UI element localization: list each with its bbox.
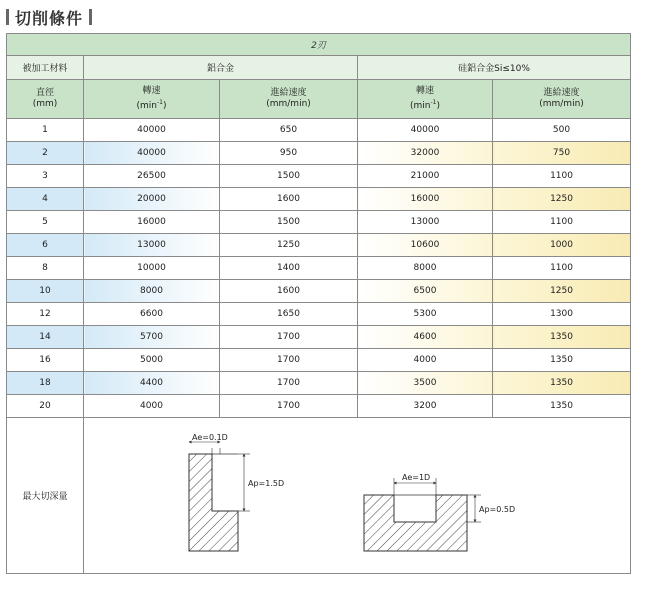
si-speed-cell: 10600 [358,234,493,257]
table-row [7,211,631,234]
si-feed-cell: 1100 [493,211,631,234]
al-feed-cell: 1700 [220,395,358,418]
table-row [7,142,631,165]
si-speed-cell: 6500 [358,280,493,303]
table-row [7,188,631,211]
diameter-cell: 12 [7,303,84,326]
al-speed-cell: 8000 [84,280,220,303]
si-speed-cell: 13000 [358,211,493,234]
al-speed-cell: 20000 [84,188,220,211]
si-feed-cell: 1350 [493,326,631,349]
page-title [6,6,92,28]
al-feed-cell: 1250 [220,234,358,257]
header-al-speed [84,80,220,119]
header-al-feed [220,80,358,119]
table-row [7,349,631,372]
al-speed-cell: 16000 [84,211,220,234]
header-feed-unit: (mm/min) [539,99,584,109]
si-speed-cell: 8000 [358,257,493,280]
al-speed-cell: 26500 [84,165,220,188]
al-speed-cell: 40000 [84,119,220,142]
al-feed-cell: 1700 [220,349,358,372]
si-feed-cell: 1250 [493,188,631,211]
material-label: 被加工材料 [7,56,84,80]
al-feed-cell: 1700 [220,372,358,395]
si-feed-cell: 1350 [493,395,631,418]
table-row [7,234,631,257]
header-speed-unit: $(\min^{-1})$ [410,99,440,111]
diameter-cell: 1 [7,119,84,142]
side-ae-label: Ae=0.1D [192,433,228,442]
diameter-cell: 10 [7,280,84,303]
si-speed-cell: 4600 [358,326,493,349]
al-feed-cell: 650 [220,119,358,142]
blade-count: 2刃 [7,34,631,56]
table-row [7,372,631,395]
si-feed-cell: 1100 [493,165,631,188]
diameter-cell: 2 [7,142,84,165]
table-row [7,326,631,349]
material-aluminum-alloy: 鋁合金 [84,56,358,80]
blade-count-row [7,34,631,56]
slot-ae-label: Ae=1D [402,473,431,482]
si-feed-cell: 1000 [493,234,631,257]
diameter-cell: 16 [7,349,84,372]
si-feed-cell: 1350 [493,372,631,395]
header-feed-label: 進給速度 [270,88,307,98]
material-row [7,56,631,80]
max-depth-label: 最大切深量 [7,418,84,574]
header-feed-label: 進給速度 [543,88,580,98]
depth-diagram-svg [84,418,630,573]
al-speed-cell: 4400 [84,372,220,395]
header-speed-unit: $(\min^{-1})$ [136,99,167,111]
si-speed-cell: 4000 [358,349,493,372]
header-feed-unit: (mm/min) [266,99,311,109]
table-row [7,119,631,142]
side-milling-diagram [189,442,250,551]
al-feed-cell: 1500 [220,165,358,188]
al-speed-cell: 10000 [84,257,220,280]
diameter-cell: 8 [7,257,84,280]
al-feed-cell: 1650 [220,303,358,326]
al-feed-cell: 1400 [220,257,358,280]
al-speed-cell: 5000 [84,349,220,372]
si-speed-cell: 40000 [358,119,493,142]
slot-ap-label: Ap=0.5D [479,505,516,514]
table-row [7,257,631,280]
si-feed-cell: 1350 [493,349,631,372]
diameter-cell: 20 [7,395,84,418]
al-feed-cell: 950 [220,142,358,165]
al-speed-cell: 4000 [84,395,220,418]
al-speed-cell: 5700 [84,326,220,349]
si-feed-cell: 750 [493,142,631,165]
diameter-cell: 14 [7,326,84,349]
si-speed-cell: 16000 [358,188,493,211]
title-bar-right [89,9,92,25]
al-speed-cell: 6600 [84,303,220,326]
header-si-feed [493,80,631,119]
max-depth-diagrams [84,418,631,574]
slot-milling-diagram [364,478,481,551]
header-diameter-unit: (mm) [32,99,58,109]
al-feed-cell: 1700 [220,326,358,349]
header-speed-label: 轉速 [415,86,434,96]
table-row [7,303,631,326]
cutting-conditions-table [6,33,631,574]
table-row [7,395,631,418]
header-diameter [7,80,84,119]
al-feed-cell: 1600 [220,280,358,303]
si-speed-cell: 3200 [358,395,493,418]
table-row [7,280,631,303]
diameter-cell: 5 [7,211,84,234]
table-row [7,165,631,188]
diameter-cell: 3 [7,165,84,188]
al-feed-cell: 1600 [220,188,358,211]
title-bar-left [6,9,9,25]
si-feed-cell: 1300 [493,303,631,326]
si-feed-cell: 500 [493,119,631,142]
si-speed-cell: 5300 [358,303,493,326]
si-speed-cell: 32000 [358,142,493,165]
al-speed-cell: 13000 [84,234,220,257]
header-row [7,80,631,119]
si-speed-cell: 3500 [358,372,493,395]
page-title-text: 切削條件 [15,8,84,28]
material-silicon-aluminum-alloy: 硅鋁合金Si≤10% [358,56,631,80]
header-diameter-label: 直徑 [35,88,54,98]
al-speed-cell: 40000 [84,142,220,165]
si-speed-cell: 21000 [358,165,493,188]
header-si-speed [358,80,493,119]
si-feed-cell: 1100 [493,257,631,280]
si-feed-cell: 1250 [493,280,631,303]
al-feed-cell: 1500 [220,211,358,234]
max-depth-row [7,418,631,574]
diameter-cell: 6 [7,234,84,257]
diameter-cell: 4 [7,188,84,211]
header-speed-label: 轉速 [142,86,161,96]
diameter-cell: 18 [7,372,84,395]
side-ap-label: Ap=1.5D [248,479,285,488]
